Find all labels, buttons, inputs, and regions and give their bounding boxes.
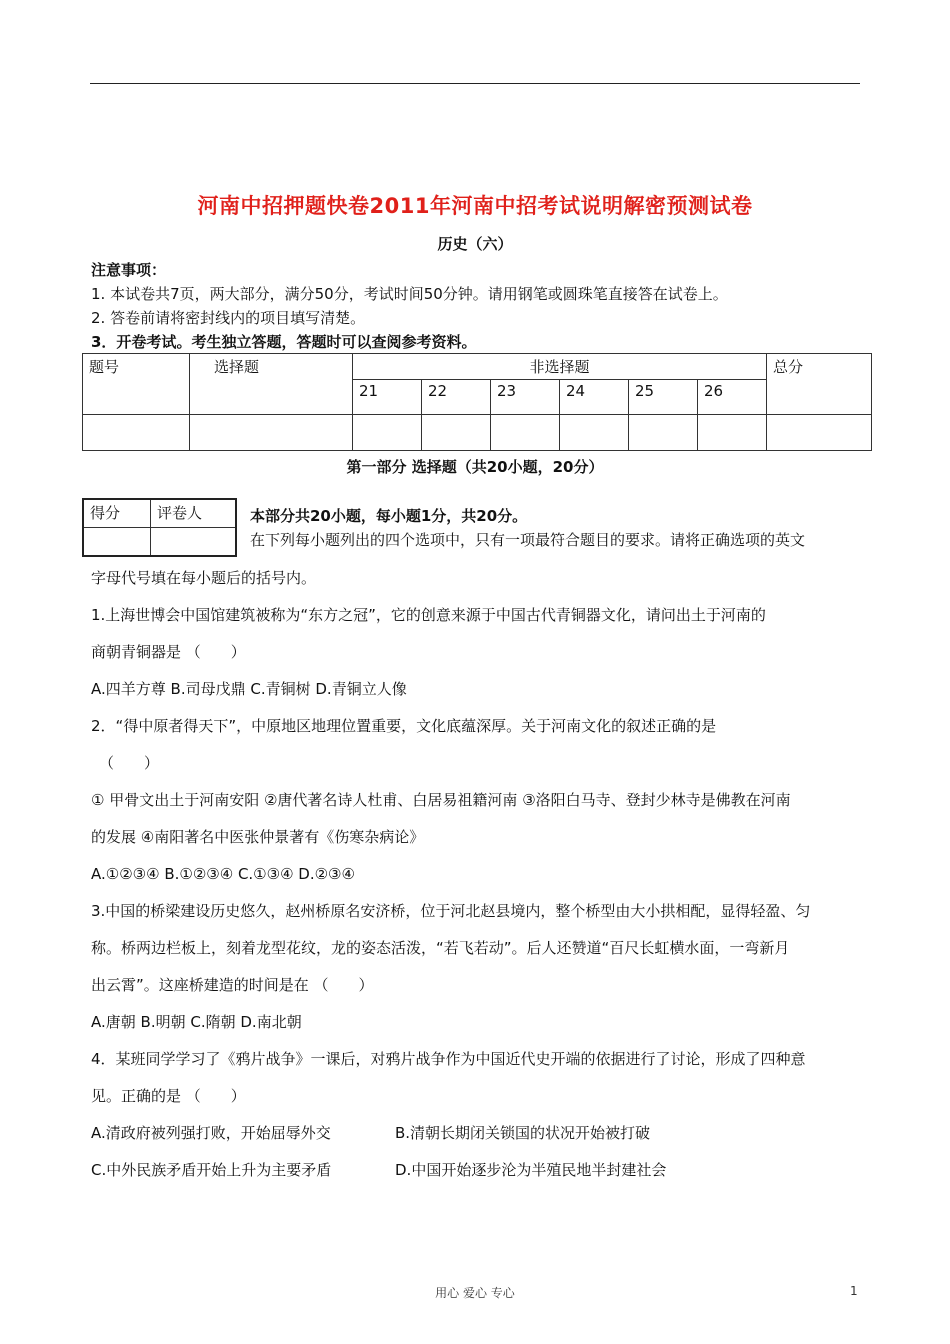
question-line: 出云霄”。这座桥建造的时间是在 （ ） — [91, 976, 374, 994]
subq-header: 21 — [353, 380, 422, 415]
notes-item: 1. 本试卷共7页，两大部分，满分50分，考试时间50分钟。请用钢笔或圆珠笔直接答在试卷上。 — [91, 285, 728, 303]
subq-header: 25 — [629, 380, 698, 415]
footer-text: 用心 爱心 专心 — [435, 1286, 515, 1300]
question-options: A.①②③④ B.①②③④ C.①③④ D.②③④ — [91, 865, 355, 883]
question-options — [91, 1115, 861, 1152]
question-line: 见。正确的是 （ ） — [91, 1087, 246, 1105]
score-cell[interactable] — [422, 415, 491, 451]
score-cell[interactable] — [83, 415, 190, 451]
question-line: 4．某班同学学习了《鸦片战争》一课后，对鸦片战争作为中国近代史开端的依据进行了讨论，形成了四种意 — [91, 1050, 806, 1068]
option-b: B.清朝长期闭关锁国的状况开始被打破 — [395, 1124, 651, 1142]
question-options: A.四羊方尊 B.司母戊鼎 C.青铜树 D.青铜立人像 — [91, 680, 407, 698]
question-options — [91, 1152, 861, 1189]
grader-score-label: 得分 — [83, 499, 151, 528]
page-title: 河南中招押题快卷2011年河南中招考试说明解密预测试卷 — [197, 194, 753, 218]
subq-header: 26 — [698, 380, 767, 415]
subq-header: 23 — [491, 380, 560, 415]
intro-line: 在下列每小题列出的四个选项中，只有一项最符合题目的要求。请将正确选项的英文 — [250, 531, 806, 549]
question-line: 商朝青铜器是 （ ） — [91, 643, 246, 661]
total-header: 总分 — [767, 354, 872, 415]
question-line: 的发展 ④南阳著名中医张仲景著有《伤寒杂病论》 — [91, 828, 425, 846]
grader-name-cell[interactable] — [151, 528, 237, 557]
part1-title: 第一部分 选择题（共20小题，20分） — [346, 458, 604, 476]
score-cell[interactable] — [190, 415, 353, 451]
question-line: 3.中国的桥梁建设历史悠久，赵州桥原名安济桥，位于河北赵县境内，整个桥型由大小拱相配，显得轻盈、匀 — [91, 902, 811, 920]
notes-item: 2. 答卷前请将密封线内的项目填写清楚。 — [91, 309, 366, 327]
nonchoice-header: 非选择题 — [353, 354, 767, 380]
grader-name-label: 评卷人 — [151, 499, 237, 528]
grader-table — [82, 498, 237, 557]
subq-header: 22 — [422, 380, 491, 415]
notes-heading: 注意事项： — [91, 261, 167, 279]
intro-bold: 本部分共20小题，每小题1分，共20分。 — [250, 507, 528, 525]
score-cell[interactable] — [629, 415, 698, 451]
header-rule — [90, 83, 860, 84]
question-line: （ ） — [99, 754, 160, 772]
score-table — [82, 353, 872, 451]
notes-item: 3．开卷考试。考生独立答题，答题时可以查阅参考资料。 — [91, 333, 477, 351]
option-d: D.中国开始逐步沦为半殖民地半封建社会 — [395, 1161, 667, 1179]
choice-header: 选择题 — [190, 354, 353, 415]
score-cell[interactable] — [353, 415, 422, 451]
question-line: 2．“得中原者得天下”，中原地区地理位置重要，文化底蕴深厚。关于河南文化的叙述正确的是 — [91, 717, 717, 735]
option-c: C.中外民族矛盾开始上升为主要矛盾 — [91, 1161, 332, 1179]
notes-section — [91, 258, 871, 354]
option-a: A.清政府被列强打败，开始屈辱外交 — [91, 1124, 331, 1142]
grader-score-cell[interactable] — [83, 528, 151, 557]
question-options: A.唐朝 B.明朝 C.隋朝 D.南北朝 — [91, 1013, 302, 1031]
page-number: 1 — [850, 1284, 858, 1298]
subq-header: 24 — [560, 380, 629, 415]
subject-subtitle: 历史（六） — [437, 235, 513, 253]
score-cell[interactable] — [491, 415, 560, 451]
questions-body — [91, 560, 861, 1189]
qnum-header: 题号 — [83, 354, 190, 415]
question-line: 1.上海世博会中国馆建筑被称为“东方之冠”，它的创意来源于中国古代青铜器文化，请问出土于河南的 — [91, 606, 766, 624]
intro-line: 字母代号填在每小题后的括号内。 — [91, 569, 317, 587]
question-line: ① 甲骨文出土于河南安阳 ②唐代著名诗人杜甫、白居易祖籍河南 ③洛阳白马寺、登封少林寺是佛教在河南 — [91, 791, 791, 809]
score-cell[interactable] — [698, 415, 767, 451]
question-line: 称。桥两边栏板上，刻着龙型花纹，龙的姿态活泼，“若飞若动”。后人还赞道“百尺长虹横水面，一弯新月 — [91, 939, 790, 957]
score-cell[interactable] — [767, 415, 872, 451]
score-cell[interactable] — [560, 415, 629, 451]
